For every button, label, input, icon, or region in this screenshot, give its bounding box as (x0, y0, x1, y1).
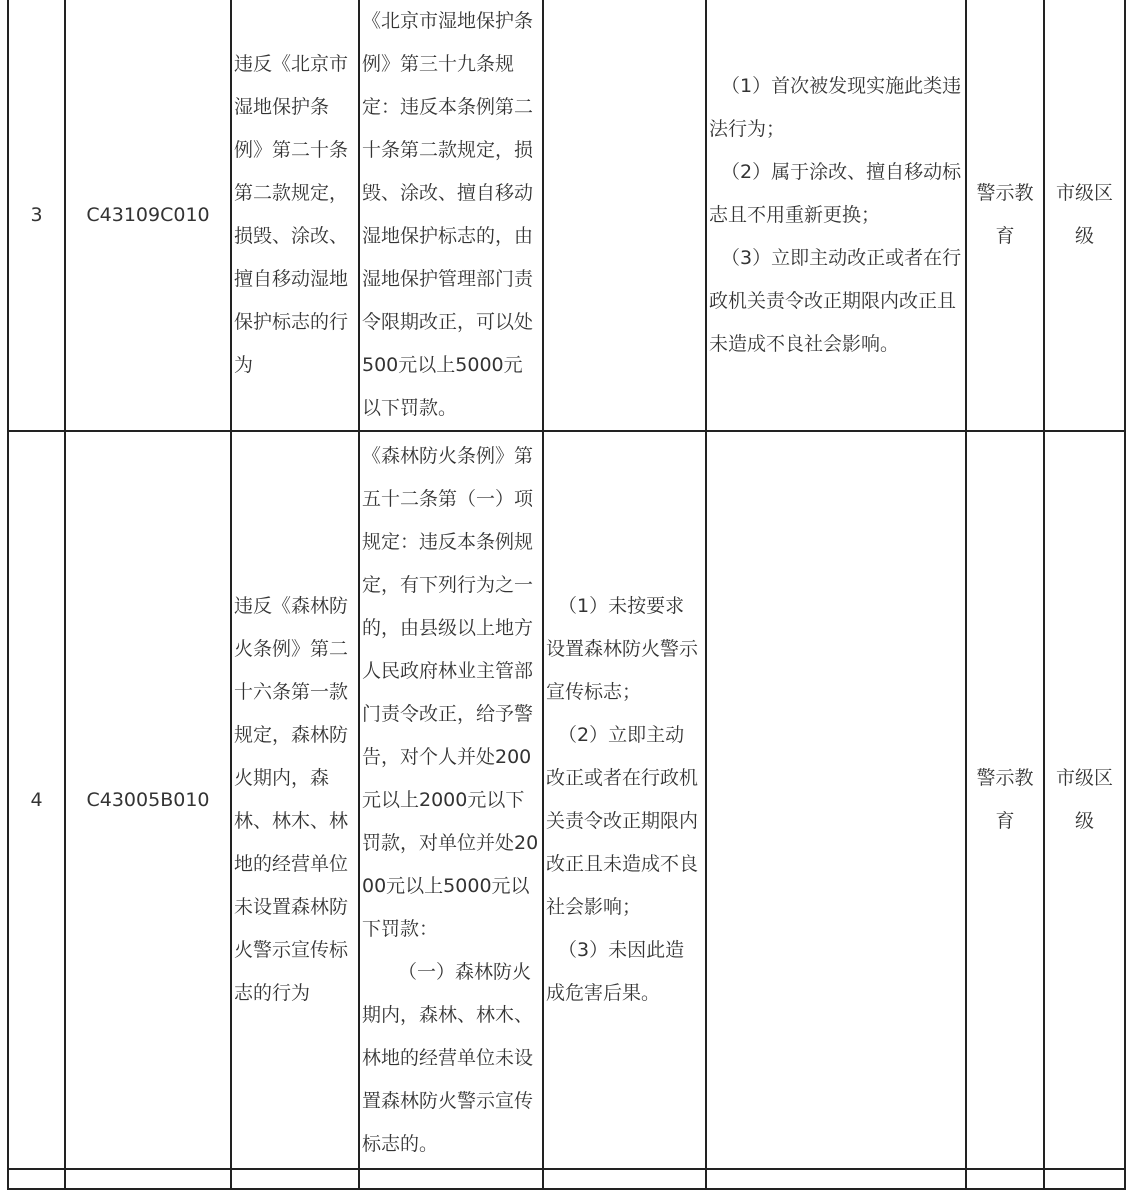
violation-behavior: 违反《森林防火条例》第二十六条第一款规定，森林防火期内，森林、林木、林地的经营单位未设置森林防火警示宣传标志的行为 (231, 431, 359, 1169)
condition-item: （3）未因此造成危害后果。 (546, 939, 685, 1004)
exemption-conditions-b (706, 431, 966, 1169)
exemption-conditions-b (706, 0, 966, 431)
condition-item: （2）立即主动改正或者在行政机关责令改正期限内改正且未造成不良社会影响； (546, 724, 699, 918)
item-code: C43109C010 (65, 0, 231, 431)
violation-behavior: 违反《北京市湿地保护条例》第二十条第二款规定，损毁、涂改、擅自移动湿地保护标志的行为 (231, 0, 359, 431)
legal-basis-paragraph: 《北京市湿地保护条例》第三十九条规定：违反本条例第二十条第二款规定，损毁、涂改、擅自移动湿地保护标志的，由湿地保护管理部门责令限期改正，可以处500元以上5000元以下罚款。 (362, 10, 534, 419)
table-cell (231, 1169, 359, 1189)
condition-item: （1）首次被发现实施此类违法行为； (709, 74, 962, 140)
table-row (8, 1169, 1125, 1189)
record-table (7, 0, 1126, 1190)
condition-item: （2）属于涂改、擅自移动标志且不用重新更换； (709, 160, 962, 226)
legal-basis-paragraph: 《森林防火条例》第五十二条第（一）项规定：违反本条例规定，有下列行为之一的，由县级以上地方人民政府林业主管部门责令改正，给予警告，对个人并处200元以上2000元以下罚款，对单位并处2000元以上5000元以下罚款： (362, 444, 539, 940)
table-cell (65, 1169, 231, 1189)
table-row (8, 0, 1125, 431)
table-cell (8, 1169, 65, 1189)
legal-basis (359, 431, 543, 1169)
condition-item: （3）立即主动改正或者在行政机关责令改正期限内改正且未造成不良社会影响。 (709, 246, 962, 355)
condition-item: （1）未按要求设置森林防火警示宣传标志； (546, 595, 699, 703)
table-cell (966, 1169, 1044, 1189)
exemption-conditions-a (543, 431, 706, 1169)
row-number: 4 (8, 431, 65, 1169)
row-number: 3 (8, 0, 65, 431)
enforcement-level: 市级区级 (1044, 431, 1125, 1169)
exemption-conditions-a (543, 0, 706, 431)
legal-basis-paragraph: （一）森林防火期内，森林、林木、林地的经营单位未设置森林防火警示宣传标志的。 (362, 960, 534, 1155)
table-row (8, 431, 1125, 1169)
table-cell (359, 1169, 543, 1189)
item-code: C43005B010 (65, 431, 231, 1169)
enforcement-level: 市级区级 (1044, 0, 1125, 431)
table-cell (706, 1169, 966, 1189)
corrective-measure: 警示教育 (966, 431, 1044, 1169)
table-cell (1044, 1169, 1125, 1189)
legal-basis (359, 0, 543, 431)
table-cell (543, 1169, 706, 1189)
corrective-measure: 警示教育 (966, 0, 1044, 431)
